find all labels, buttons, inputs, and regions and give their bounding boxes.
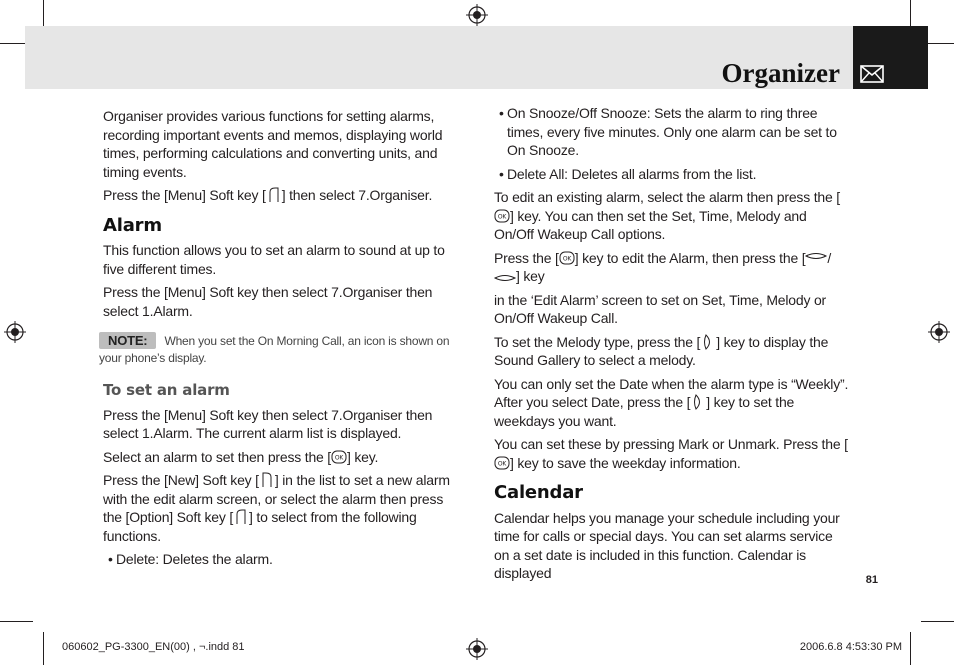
registration-mark-icon xyxy=(928,321,950,343)
intro-paragraph: Organiser provides various functions for setting alarms, recording important events and memos, displaying world times, performing calculations and converting units, and timing events. xyxy=(103,108,443,180)
edit-alarm-screen-paragraph: in the ‘Edit Alarm’ screen to set on Set, Time, Melody or On/Off Wakeup Call. xyxy=(494,291,827,326)
set-alarm-paragraph: Press the [Menu] Soft key then select 7.Organiser then select 1.Alarm. The current alarm list is displayed. xyxy=(103,406,433,441)
menu-paragraph: Press the [Menu] Soft key [ ] then select 7.Organiser. xyxy=(103,187,433,203)
list-item: • Delete: Deletes the alarm. xyxy=(108,551,273,567)
mark-paragraph: You can set these by pressing Mark or Unmark. Press the [ OK ] key to save the weekday information. xyxy=(494,436,848,471)
svg-text:OK: OK xyxy=(562,255,571,262)
left-soft-key-icon xyxy=(266,187,282,203)
nav-up-key-icon xyxy=(805,250,827,266)
select-alarm-paragraph: Select an alarm to set then press the [ OK ] key. xyxy=(103,448,379,465)
nav-side-key-icon xyxy=(690,394,706,410)
ok-key-icon xyxy=(559,250,575,266)
calendar-paragraph: Calendar helps you manage your schedule including your time for calls or special days. You can set alarms service on a set date is included in this function. Calendar is displayed xyxy=(494,509,840,581)
nav-side-key-icon xyxy=(700,334,716,350)
alarm-heading: Alarm xyxy=(103,214,162,236)
note-label: NOTE: xyxy=(99,332,156,349)
footer-filename: 060602_PG-3300_EN(00) , ¬.indd 81 xyxy=(62,641,245,653)
weekly-paragraph: You can only set the Date when the alarm type is “Weekly”. After you select Date, press the [ ] key to set the weekdays you want. xyxy=(494,375,849,429)
ok-key-icon xyxy=(494,208,510,224)
crop-mark xyxy=(43,632,44,665)
svg-text:OK: OK xyxy=(497,460,507,467)
left-column xyxy=(99,107,455,574)
svg-text:OK: OK xyxy=(497,213,507,220)
registration-mark-icon xyxy=(466,4,488,26)
alarm-menu-paragraph: Press the [Menu] Soft key then select 7.Organiser then select 1.Alarm. xyxy=(103,284,433,319)
edit-alarm-paragraph: To edit an existing alarm, select the alarm then press the [ OK ] key. You can then set the Set, Time, Melody and On/Off Wakeup Call options. xyxy=(494,189,840,242)
registration-mark-icon xyxy=(466,638,488,660)
nav-down-key-icon xyxy=(494,268,516,284)
list-item: • Delete All: Deletes all alarms from the list. xyxy=(499,165,757,182)
ok-key-icon xyxy=(331,449,347,465)
right-soft-key-icon xyxy=(259,472,275,488)
new-alarm-paragraph: Press the [New] Soft key [ ] in the list to set a new alarm with the edit alarm screen, or select the alarm then press the [Option] Soft key [ ] to select from the following functions. xyxy=(103,472,450,544)
list-item: • On Snooze/Off Snooze: Sets the alarm to ring three times, every five minutes. Only one alarm can be set to On Snooze. xyxy=(499,105,837,158)
ok-key-icon xyxy=(494,455,510,471)
registration-mark-icon xyxy=(4,321,26,343)
note-box xyxy=(99,332,455,367)
page-title: Organizer xyxy=(721,58,840,88)
melody-paragraph: To set the Melody type, press the [ ] key to display the Sound Gallery to select a melody. xyxy=(494,333,829,368)
crop-mark xyxy=(921,621,954,622)
set-alarm-heading: To set an alarm xyxy=(103,381,230,399)
page-number: 81 xyxy=(865,574,878,586)
right-column xyxy=(494,104,850,588)
crop-mark xyxy=(0,621,33,622)
left-soft-key-icon xyxy=(233,509,249,525)
alarm-paragraph: This function allows you to set an alarm to sound at up to five different times. xyxy=(103,242,445,277)
footer-timestamp: 2006.6.8 4:53:30 PM xyxy=(799,641,902,653)
note-text: When you set the On Morning Call, an icon is shown on your phone’s display. xyxy=(99,334,450,365)
calendar-heading: Calendar xyxy=(494,482,583,503)
crop-mark xyxy=(910,632,911,665)
svg-text:OK: OK xyxy=(334,454,344,461)
press-ok-paragraph: Press the [ OK ] key to edit the Alarm, then press the [ / ] key xyxy=(494,249,832,284)
envelope-icon xyxy=(860,62,884,86)
